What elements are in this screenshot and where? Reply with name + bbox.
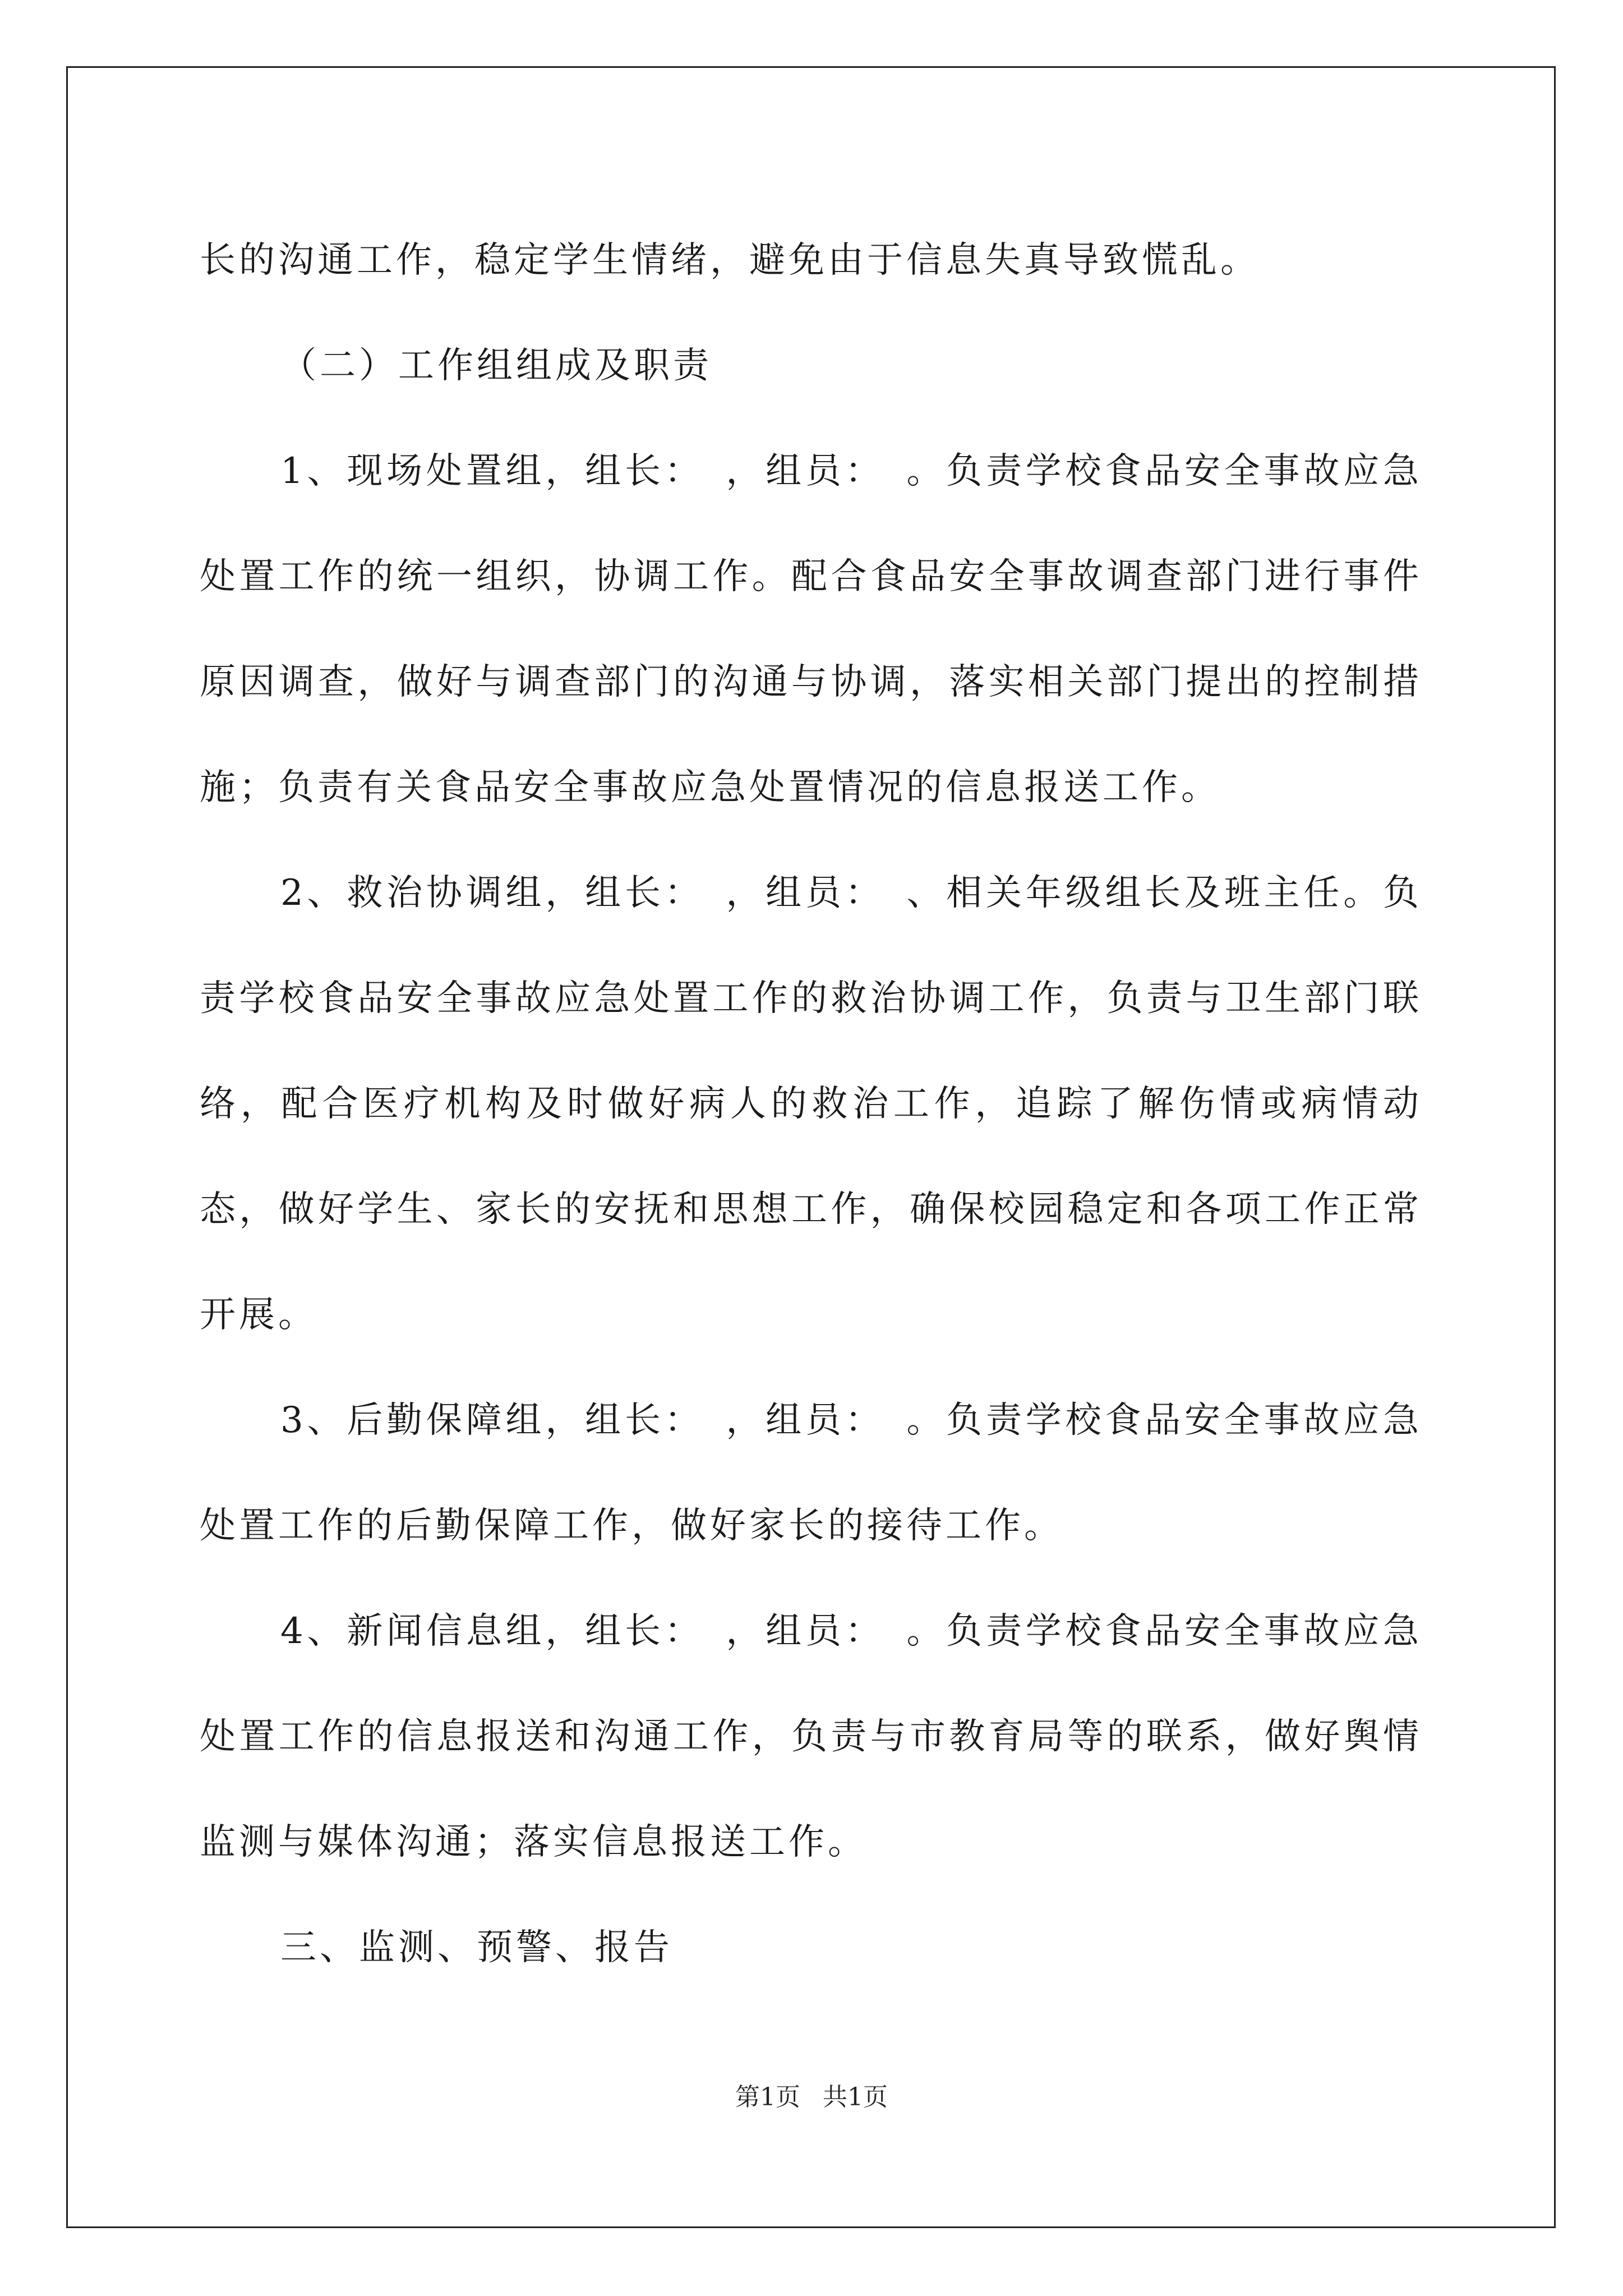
page-footer [0,2077,1623,2113]
paragraph-continuation: 长的沟通工作，稳定学生情绪，避免由于信息失真导致慌乱。 [200,240,1260,281]
section-heading-monitoring: 三、监测、预警、报告 [280,1927,673,1968]
paragraph-treatment-group: 2、救治协调组，组长： ，组员： 、相关年级组长及班主任。负责学校食品安全事故应急处置工作的救治协调工作，负责与卫生部门联络，配合医疗机构及时做好病人的救治工作，追踪了解伤情或病情动态，做好学生、家长的安抚和思想工作，确保校园稳定和各项工作正常开展。 [200,872,1422,1336]
paragraph-logistics-group: 3、后勤保障组，组长： ，组员： 。负责学校食品安全事故应急处置工作的后勤保障工作，做好家长的接待工作。 [200,1400,1422,1547]
section-heading-work-groups: （二）工作组组成及职责 [280,345,712,386]
document-body [200,208,1422,2000]
page-total: 共1页 [823,2083,888,2111]
page-number: 第1页 [735,2083,800,2111]
paragraph-onsite-group: 1、现场处置组，组长： ，组员： 。负责学校食品安全事故应急处置工作的统一组织，协调工作。配合食品安全事故调查部门进行事件原因调查，做好与调查部门的沟通与协调，落实相关部门提出的控制措施；负责有关食品安全事故应急处置情况的信息报送工作。 [200,450,1422,808]
paragraph-news-group: 4、新闻信息组，组长： ，组员： 。负责学校食品安全事故应急处置工作的信息报送和沟通工作，负责与市教育局等的联系，做好舆情监测与媒体沟通；落实信息报送工作。 [200,1611,1422,1863]
